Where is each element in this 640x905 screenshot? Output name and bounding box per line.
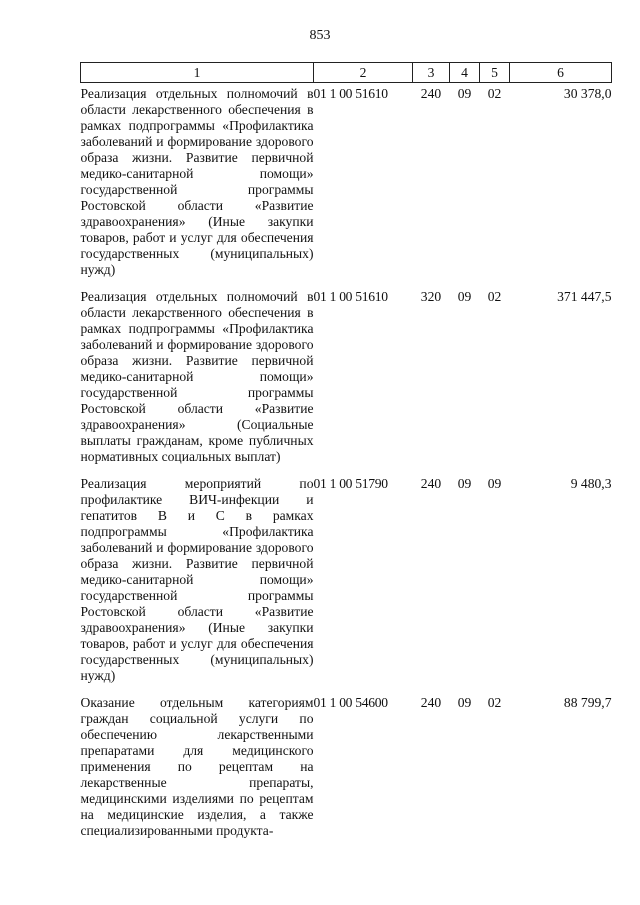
row-description: Реализация отдельных полномочий в области лекарственного обеспечения в рамках подпрограммы «Профилактика заболеваний и формирование здорового образа жизни. Развитие первичной медико-санитарной помощи» государственной программы Ростовской области «Развитие здравоохранения» (Социальные выплаты гражданам, кроме публичных нормативных социальных выплат) bbox=[80, 289, 314, 464]
row-amount: 88 799,7 bbox=[563, 695, 612, 710]
row-target-code: 01 1 00 51790 bbox=[313, 476, 388, 491]
row-section: 09 bbox=[457, 476, 472, 491]
table-header-row bbox=[81, 63, 612, 83]
column-header-1: 1 bbox=[81, 63, 314, 83]
row-section: 09 bbox=[457, 695, 472, 710]
row-section: 09 bbox=[457, 289, 472, 304]
column-header-2: 2 bbox=[314, 63, 413, 83]
row-expense-type: 240 bbox=[420, 476, 442, 491]
row-description: Реализация мероприятий по профилактике ВИЧ-инфекции и гепатитов B и C в рамках подпрограммы «Профилактика заболеваний и формирование здорового образа жизни. Развитие первичной медико-санитарной помощи» государственной программы Ростовской области «Развитие здравоохранения» (Иные закупки товаров, работ и услуг для обеспечения государственных (муниципальных) нужд) bbox=[80, 476, 314, 683]
row-expense-type: 320 bbox=[420, 289, 442, 304]
row-amount: 371 447,5 bbox=[557, 289, 612, 304]
column-header-5: 5 bbox=[480, 63, 510, 83]
column-header-6: 6 bbox=[510, 63, 612, 83]
row-subsection: 02 bbox=[487, 695, 502, 710]
row-expense-type: 240 bbox=[420, 695, 442, 710]
row-description: Реализация отдельных полномочий в области лекарственного обеспечения в рамках подпрограммы «Профилактика заболеваний и формирование здорового образа жизни. Развитие первичной медико-санитарной помощи» государственной программы Ростовской области «Развитие здравоохранения» (Иные закупки товаров, работ и услуг для обеспечения государственных (муниципальных) нужд) bbox=[80, 86, 314, 277]
row-subsection: 09 bbox=[487, 476, 502, 491]
row-section: 09 bbox=[457, 86, 472, 101]
row-target-code: 01 1 00 54600 bbox=[313, 695, 388, 710]
table-row bbox=[81, 473, 612, 692]
table-row bbox=[81, 692, 612, 847]
page-number: 853 bbox=[309, 28, 331, 43]
column-header-4: 4 bbox=[450, 63, 480, 83]
row-expense-type: 240 bbox=[420, 86, 442, 101]
table-row bbox=[81, 83, 612, 287]
row-target-code: 01 1 00 51610 bbox=[313, 289, 388, 304]
row-subsection: 02 bbox=[487, 86, 502, 101]
row-target-code: 01 1 00 51610 bbox=[313, 86, 388, 101]
row-amount: 9 480,3 bbox=[570, 476, 612, 491]
row-amount: 30 378,0 bbox=[563, 86, 612, 101]
row-description: Оказание отдельным категориям граждан социальной услуги по обеспечению лекарственными препаратами для медицинского применения по рецептам на лекарственные препараты, медицинскими изделиями по рецептам на медицинские изделия, а также специализированными продукта- bbox=[80, 695, 314, 838]
row-subsection: 02 bbox=[487, 289, 502, 304]
column-header-3: 3 bbox=[413, 63, 450, 83]
budget-table bbox=[80, 62, 612, 847]
table-row bbox=[81, 286, 612, 473]
